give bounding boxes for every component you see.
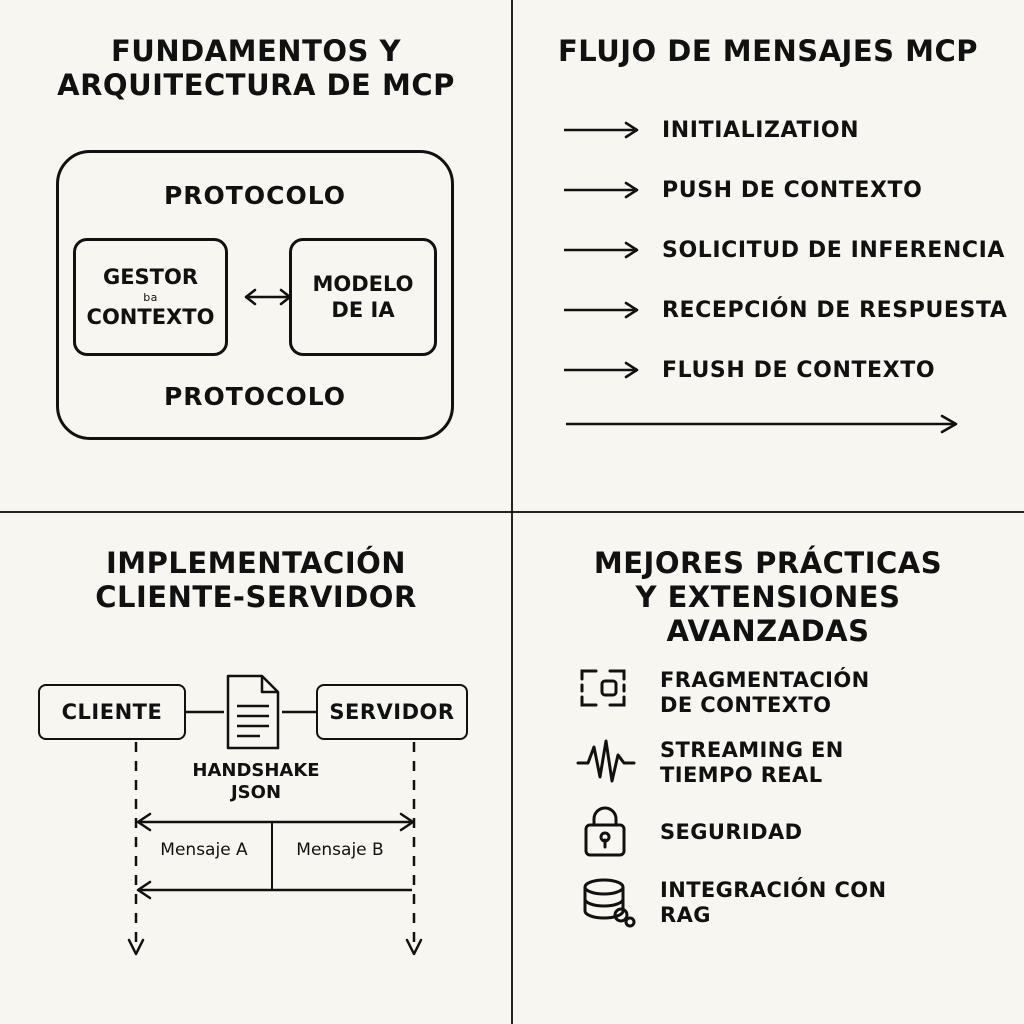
arrow-right-icon — [562, 359, 648, 381]
best-practices-list — [574, 658, 994, 938]
panel-fundamentals-title — [22, 34, 490, 102]
document-icon — [222, 672, 284, 752]
protocol-container — [56, 150, 454, 440]
ai-model-line-2: DE IA — [331, 298, 395, 322]
waveform-icon — [574, 733, 648, 793]
list-item — [562, 220, 1006, 280]
list-item — [574, 798, 994, 868]
lock-icon — [574, 803, 648, 863]
panel-message-flow — [512, 0, 1024, 512]
panel-best-practices — [512, 512, 1024, 1024]
message-a-label: Mensaje A — [160, 840, 248, 860]
fragmentation-icon — [574, 663, 648, 723]
arrow-right-icon — [562, 299, 648, 321]
best-practice-line-2: DE CONTEXTO — [660, 693, 832, 717]
context-manager-small-text: ba — [143, 290, 158, 304]
title-line-1: MEJORES PRÁCTICAS — [593, 546, 943, 580]
title-line-1: FUNDAMENTOS Y — [110, 34, 401, 68]
list-item — [562, 100, 992, 160]
list-item — [574, 658, 994, 728]
panel-implementation-title — [22, 546, 490, 614]
best-practice-line-1: STREAMING EN — [660, 737, 844, 762]
client-node: CLIENTE — [38, 684, 186, 740]
message-b-label: Mensaje B — [296, 840, 384, 860]
database-icon — [574, 873, 648, 933]
title-line-2: Y EXTENSIONES AVANZADAS — [635, 580, 901, 649]
title-line-2: ARQUITECTURA DE MCP — [57, 68, 455, 103]
best-practice-label — [660, 820, 802, 845]
ai-model-node — [289, 238, 437, 356]
best-practice-label — [660, 738, 844, 788]
best-practice-label — [660, 878, 887, 928]
message-flow-step-label: INITIALIZATION — [662, 117, 860, 143]
list-item — [562, 340, 992, 400]
best-practice-label — [660, 668, 870, 718]
panel-fundamentals — [0, 0, 512, 512]
panel-best-practices-title — [534, 546, 1002, 649]
title-line-2: CLIENTE-SERVIDOR — [95, 580, 417, 615]
context-manager-line-1: GESTOR — [102, 265, 199, 290]
context-manager-node — [73, 238, 228, 356]
panel-implementation — [0, 512, 512, 1024]
message-flow-step-label: RECEPCIÓN DE RESPUESTA — [662, 297, 1008, 323]
arrow-right-icon — [562, 179, 648, 201]
ai-model-line-1: MODELO — [312, 271, 414, 296]
handshake-label — [156, 760, 356, 803]
panel-message-flow-title: FLUJO DE MENSAJES MCP — [557, 34, 979, 68]
list-item — [574, 728, 994, 798]
best-practice-line-1: SEGURIDAD — [660, 820, 803, 845]
message-flow-step-label: PUSH DE CONTEXTO — [662, 177, 923, 203]
list-item — [562, 280, 1008, 340]
client-server-diagram — [24, 662, 488, 1002]
best-practice-line-1: FRAGMENTACIÓN — [660, 667, 870, 692]
arrow-right-icon — [562, 119, 648, 141]
protocol-label-top: PROTOCOLO — [163, 181, 347, 210]
title-line-1: IMPLEMENTACIÓN — [105, 546, 407, 580]
long-arrow-right-icon — [564, 412, 964, 436]
message-flow-step-label: FLUSH DE CONTEXTO — [662, 357, 936, 383]
best-practice-line-2: RAG — [660, 903, 711, 927]
message-flow-list — [562, 100, 1008, 400]
best-practice-line-2: TIEMPO REAL — [660, 763, 823, 787]
handshake-line-2: JSON — [230, 781, 282, 803]
message-flow-step-label: SOLICITUD DE INFERENCIA — [662, 237, 1006, 263]
handshake-line-1: HANDSHAKE — [192, 760, 320, 781]
protocol-label-bottom: PROTOCOLO — [163, 382, 347, 411]
server-node: SERVIDOR — [316, 684, 468, 740]
best-practice-line-1: INTEGRACIÓN CON — [660, 877, 887, 902]
list-item — [574, 868, 994, 938]
arrow-right-icon — [562, 239, 648, 261]
list-item — [562, 160, 992, 220]
context-manager-line-2: CONTEXTO — [86, 304, 215, 329]
